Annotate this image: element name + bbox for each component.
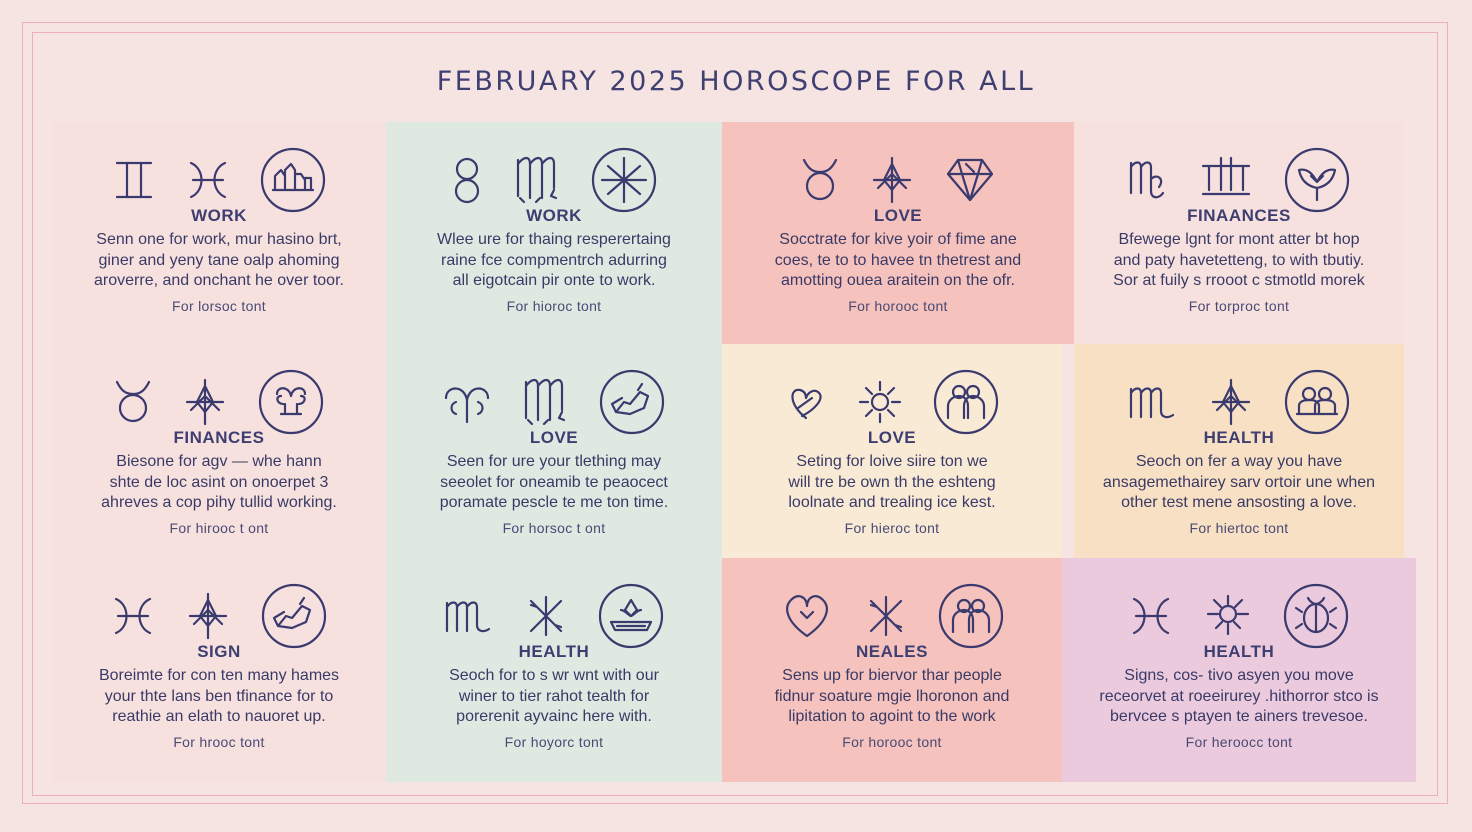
card-body-line: Seen for ure your tlething may xyxy=(446,453,662,470)
horoscope-card xyxy=(1074,122,1404,344)
card-footer: For heroocc tont xyxy=(1185,734,1293,750)
card-body-line: Senn one for work, mur hasino brt, xyxy=(96,231,342,248)
card-body-line: ahreves a cop pihy tullid working. xyxy=(101,494,337,511)
city-circle-icon xyxy=(259,146,327,214)
card-body xyxy=(400,230,708,292)
horoscope-card xyxy=(1062,558,1416,782)
cross-spark-icon xyxy=(863,593,909,639)
card-label: WORK xyxy=(191,206,247,225)
horoscope-card xyxy=(722,344,1062,558)
card-label: LOVE xyxy=(867,428,917,447)
card-body xyxy=(736,230,1060,292)
hands-circle-icon xyxy=(598,368,666,436)
card-body-line: bervcee s ptayen te ainers trevesoe. xyxy=(1110,708,1368,725)
page-title: FEBRUARY 2025 HOROSCOPE FOR ALL xyxy=(436,66,1036,97)
heart-knot-icon xyxy=(784,380,828,424)
card-label: HEALTH xyxy=(518,642,590,661)
card-body-line: winer to tier rahot tealth for xyxy=(458,687,650,705)
card-body xyxy=(66,230,372,292)
horoscope-card xyxy=(386,122,722,344)
card-footer: For horsoc t ont xyxy=(502,520,606,536)
card-footer: For hrooc tont xyxy=(173,734,265,750)
pisces-glyph-icon xyxy=(185,157,231,203)
card-body xyxy=(1088,452,1390,514)
card-body-line: porerenit ayvainc here with. xyxy=(456,708,652,725)
horoscope-card xyxy=(1074,344,1404,558)
card-body-line: all eigotcain pir onte to work. xyxy=(452,272,656,289)
card-body-line: loolnate and trealing ice kest. xyxy=(788,494,996,511)
pisces-glyph-icon xyxy=(110,593,156,639)
card-body xyxy=(400,666,708,728)
card-body-line: will tre be own th the eshteng xyxy=(788,473,996,491)
horoscope-card xyxy=(386,344,722,558)
taurus-glyph-icon xyxy=(113,376,153,428)
scorpio-m-glyph-icon xyxy=(1127,379,1179,425)
card-body-line: Seoch on fer a way you have xyxy=(1135,453,1343,470)
card-body-line: your thte lans ben tfinance for to xyxy=(104,687,334,705)
card-body-line: poramate pescle te me ton time. xyxy=(439,494,669,511)
card-body-line: Socctrate for kive yoir of fime ane xyxy=(779,231,1017,248)
card-body-line: reathie an elath to nauoret up. xyxy=(112,708,326,725)
card-label: SIGN xyxy=(197,642,241,661)
lotus-circle-icon xyxy=(597,582,665,650)
couple-circle-icon xyxy=(932,368,1000,436)
card-body xyxy=(736,452,1048,514)
card-footer: For torproc tont xyxy=(1188,298,1290,314)
card-body-line: lipitation to agoint to the work xyxy=(788,708,996,725)
star-circle-icon xyxy=(590,146,658,214)
card-body-line: shte de loc asint on onoerpet 3 xyxy=(109,473,329,491)
aries-circle-icon xyxy=(257,368,325,436)
card-footer: For hoyorc tont xyxy=(504,734,604,750)
couple-circle-icon xyxy=(937,582,1005,650)
scorpio-glyph-icon xyxy=(520,374,570,430)
people-circle-icon xyxy=(1283,368,1351,436)
card-label: NEALES xyxy=(856,642,928,661)
horoscope-card xyxy=(722,122,1074,344)
bug-circle-icon xyxy=(1282,582,1350,650)
bird-circle-icon xyxy=(1283,146,1351,214)
card-label: HEALTH xyxy=(1203,642,1275,661)
card-body-line: Wlee ure for thaing resperertaing xyxy=(437,231,671,248)
horoscope-card xyxy=(52,344,386,558)
star-sparkle-icon xyxy=(184,590,232,642)
card-body-line: Seoch for to s wr wnt with our xyxy=(449,667,659,684)
pisces-glyph-icon xyxy=(1128,593,1174,639)
card-body-line: Signs, cos- tivo asyen you move xyxy=(1124,667,1354,684)
card-label: LOVE xyxy=(873,206,923,225)
card-body-line: Sens up for biervor thar people xyxy=(782,667,1002,684)
horoscope-card xyxy=(52,122,386,344)
gemini-glyph-icon xyxy=(111,157,157,203)
cross-spark-icon xyxy=(523,593,569,639)
card-footer: For horooc tont xyxy=(842,734,942,750)
figure-eight-glyph-icon xyxy=(450,154,484,206)
card-footer: For horooc tont xyxy=(848,298,948,314)
card-body xyxy=(1076,666,1402,728)
card-label: FINANCES xyxy=(173,428,265,447)
card-footer: For hioroc tont xyxy=(506,298,602,314)
card-footer: For hiertoc tont xyxy=(1189,520,1289,536)
sun-glyph-icon xyxy=(856,378,904,426)
card-body xyxy=(1088,230,1390,292)
card-body xyxy=(400,452,708,514)
card-body-line: ansagemethairey sarv ortoir une when xyxy=(1102,473,1376,491)
card-body-line: coes, te to to havee tn thetrest and xyxy=(774,251,1022,269)
card-footer: For hieroc tont xyxy=(844,520,940,536)
card-body-line: seeolet for oneamib te peaocect xyxy=(440,473,668,491)
card-label: WORK xyxy=(526,206,582,225)
horoscope-card xyxy=(722,558,1062,782)
star-sparkle-icon xyxy=(181,376,229,428)
card-body-line: other test mene ansosting a love. xyxy=(1121,494,1357,511)
card-body-line: fidnur soature mgie lhoronon and xyxy=(774,687,1010,705)
scorpio-glyph-icon xyxy=(512,152,562,208)
taurus-glyph-icon xyxy=(800,154,840,206)
card-body-line: and paty havetetteng, to with tbutiy. xyxy=(1113,251,1365,269)
card-body-line: Sor at fuily s rrooot c stmotld morek xyxy=(1113,272,1365,289)
card-label: FINAANCES xyxy=(1187,206,1291,225)
card-body xyxy=(66,452,372,514)
aries-glyph-icon xyxy=(442,378,492,426)
sun-spark-icon xyxy=(1202,592,1254,640)
card-body-line: aroverre, and onchant he over toor. xyxy=(94,272,344,289)
card-label: HEALTH xyxy=(1203,428,1275,447)
scorpio-m-glyph-icon xyxy=(443,593,495,639)
star-sparkle-icon xyxy=(868,154,916,206)
virgo-glyph-icon xyxy=(1127,157,1169,203)
hands-circle-icon xyxy=(260,582,328,650)
card-body-line: giner and yeny tane oalp ahoming xyxy=(98,251,340,269)
card-body-line: Bfewege lgnt for mont atter bt hop xyxy=(1118,231,1360,248)
star-sparkle-icon xyxy=(1207,376,1255,428)
card-body xyxy=(736,666,1048,728)
horoscope-card xyxy=(52,558,386,782)
card-footer: For lorsoc tont xyxy=(172,298,266,314)
broken-gem-icon xyxy=(944,154,996,206)
card-label: LOVE xyxy=(529,428,579,447)
card-body-line: Boreimte for con ten many hames xyxy=(98,667,340,684)
card-body-line: amotting ouea araitein on the ofr. xyxy=(781,272,1015,289)
card-footer: For hirooc t ont xyxy=(169,520,269,536)
card-body-line: Biesone for agv — whe hann xyxy=(116,453,322,470)
card-body-line: Seting for loive siire ton we xyxy=(796,453,988,470)
horoscope-card xyxy=(386,558,722,782)
pillars-glyph-icon xyxy=(1197,154,1255,206)
card-body-line: receorvet at roeeirurey .hithorror stco is xyxy=(1099,687,1379,705)
card-body-line: raine fce compmentrch adurring xyxy=(441,251,667,269)
card-body xyxy=(66,666,372,728)
heart-outline-icon xyxy=(779,590,835,642)
